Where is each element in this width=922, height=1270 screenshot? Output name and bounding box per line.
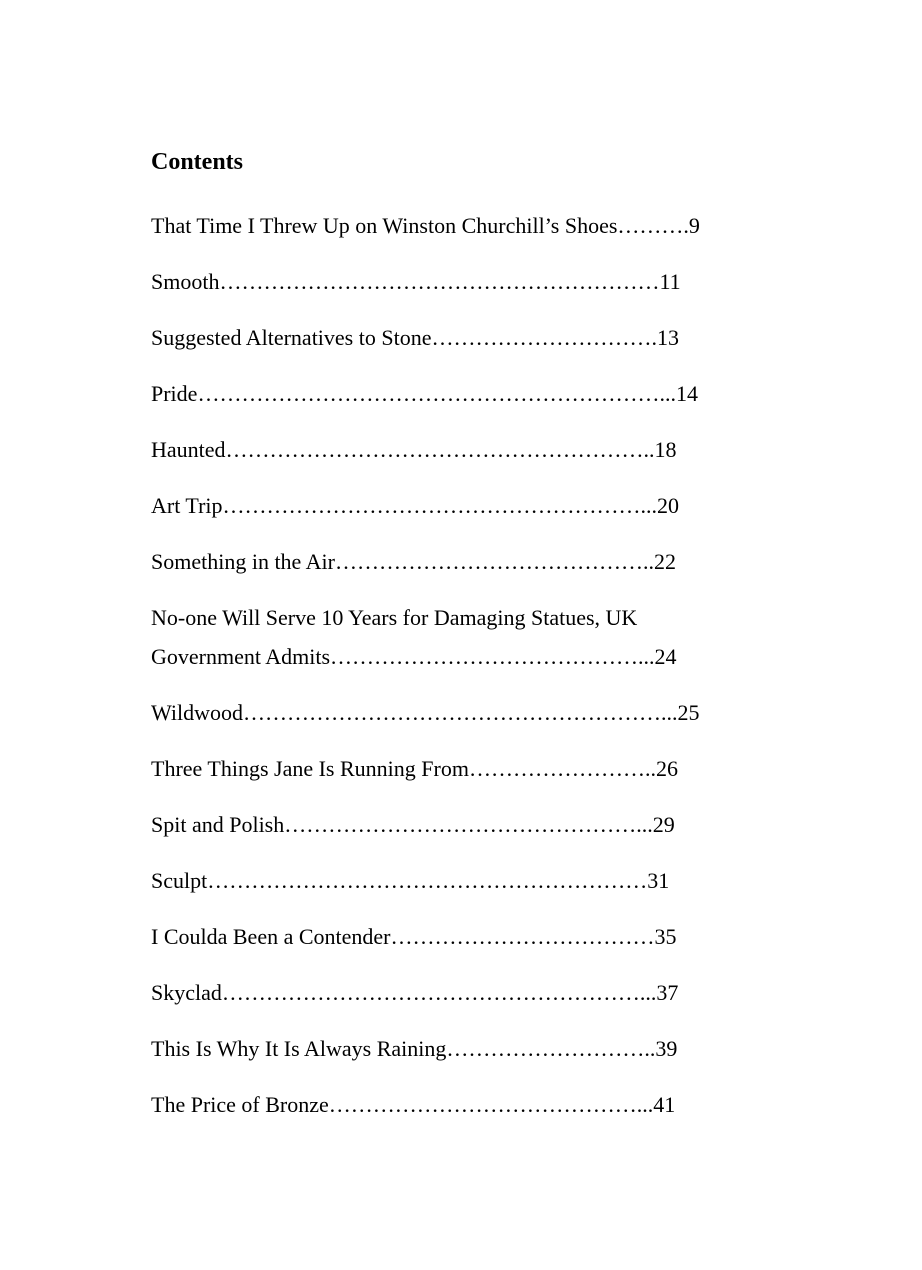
toc-entry: I Coulda Been a Contender………………………………35 — [151, 924, 677, 949]
toc-entry: Three Things Jane Is Running From……………………..26 — [151, 756, 678, 781]
toc-entry: Pride………………………………………………………...14 — [151, 381, 698, 406]
toc-entry: The Price of Bronze……………………………………...41 — [151, 1092, 676, 1117]
toc-entry: Spit and Polish…………………………………………...29 — [151, 812, 675, 837]
toc-entry: Sculpt……………………………………………………31 — [151, 868, 670, 893]
toc-entry: Art Trip…………………………………………………...20 — [151, 493, 680, 518]
toc-entry: Skyclad…………………………………………………...37 — [151, 980, 679, 1005]
toc-entry: This Is Why It Is Always Raining………………………..39 — [151, 1036, 678, 1061]
toc-entry: No-one Will Serve 10 Years for Damaging Statues, UK Government Admits……………………………………...24 — [151, 605, 677, 669]
toc-entry: Something in the Air……………………………………..22 — [151, 549, 676, 574]
toc-entry: Suggested Alternatives to Stone………………………….13 — [151, 325, 679, 350]
table-of-contents — [151, 206, 771, 1141]
toc-entry: That Time I Threw Up on Winston Churchill’s Shoes……….9 — [151, 213, 700, 238]
toc-entry: Smooth……………………………………………………11 — [151, 269, 681, 294]
toc-entry: Haunted…………………………………………………..18 — [151, 437, 677, 462]
toc-entry: Wildwood…………………………………………………...25 — [151, 700, 700, 725]
contents-heading: Contents — [151, 149, 244, 175]
